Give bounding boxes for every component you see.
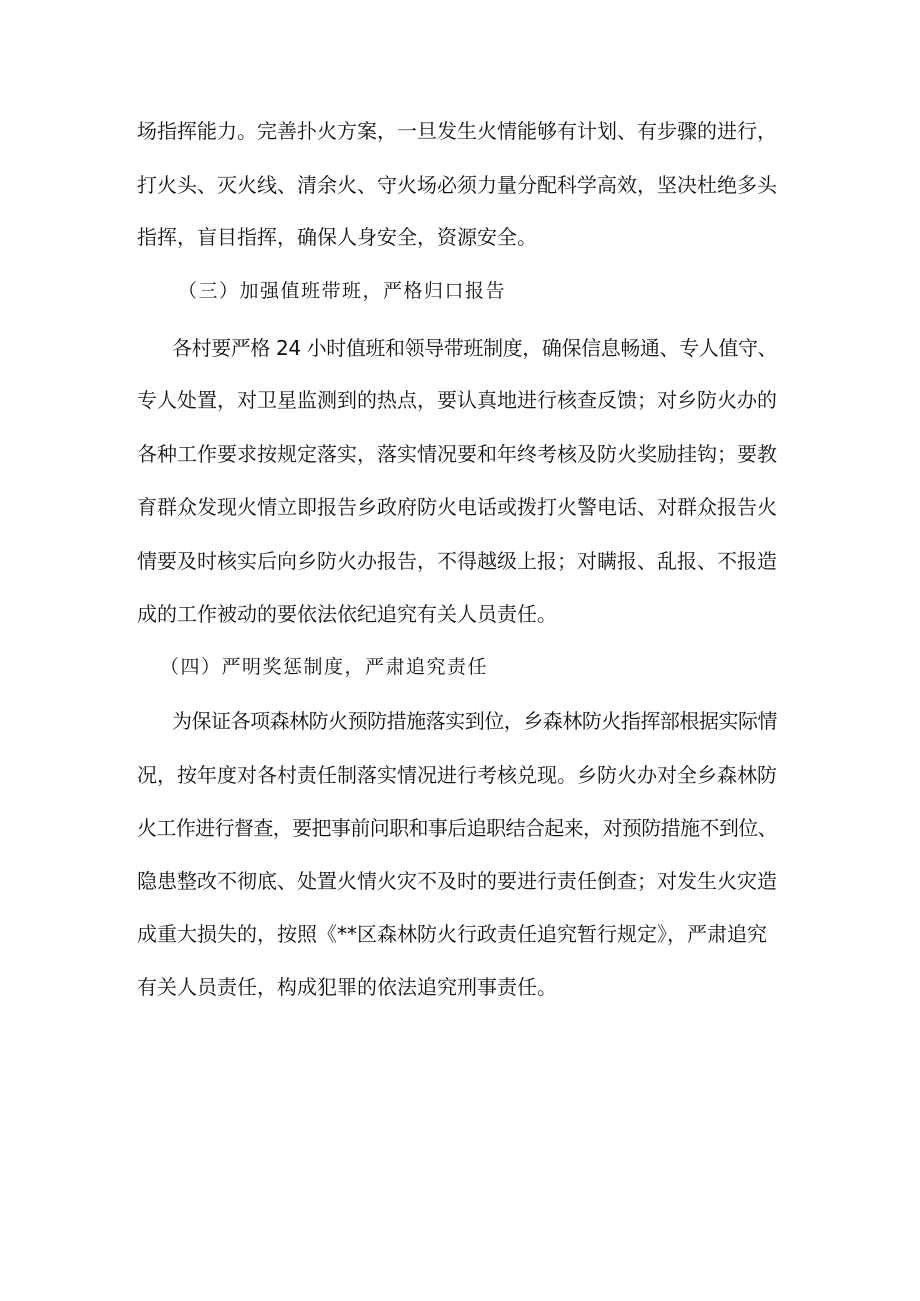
paragraph-line: 有关人员责任，构成犯罪的依法追究刑事责任。	[137, 975, 557, 999]
paragraph-line: 专人处置，对卫星监测到的热点，要认真地进行核查反馈；对乡防火办的	[137, 388, 777, 412]
paragraph-line: 成的工作被动的要依法依纪追究有关人员责任。	[137, 602, 557, 626]
paragraph-line: 为保证各项森林防火预防措施落实到位，乡森林防火指挥部根据实际情	[172, 709, 777, 733]
paragraph-line: 隐患整改不彻底、处置火情火灾不及时的要进行责任倒查；对发生火灾造	[137, 869, 777, 893]
paragraph-line: 打火头、灭火线、清余火、守火场必须力量分配科学高效，坚决杜绝多头	[137, 173, 777, 197]
paragraph-line: 各村要严格 24 小时值班和领导带班制度，确保信息畅通、专人值守、	[172, 336, 778, 360]
paragraph-line: 指挥，盲目指挥，确保人身安全，资源安全。	[137, 225, 537, 249]
paragraph-line: 场指挥能力。完善扑火方案，一旦发生火情能够有计划、有步骤的进行，	[137, 119, 777, 143]
paragraph-line: 情要及时核实后向乡防火办报告，不得越级上报；对瞒报、乱报、不报造	[137, 549, 777, 573]
paragraph-line: 火工作进行督查，要把事前问职和事后追职结合起来，对预防措施不到位、	[137, 816, 777, 840]
paragraph-line: 育群众发现火情立即报告乡政府防火电话或拨打火警电话、对群众报告火	[137, 495, 777, 519]
paragraph-line: 各种工作要求按规定落实，落实情况要和年终考核及防火奖励挂钩；要教	[137, 442, 777, 466]
paragraph-line: 况，按年度对各村责任制落实情况进行考核兑现。乡防火办对全乡森林防	[137, 763, 777, 787]
section-heading-3: （三）加强值班带班，严格归口报告	[178, 280, 507, 302]
paragraph-line: 成重大损失的，按照《**区森林防火行政责任追究暂行规定》，严肃追究	[137, 922, 767, 946]
section-heading-4: （四）严明奖惩制度，严肃追究责任	[160, 656, 489, 678]
